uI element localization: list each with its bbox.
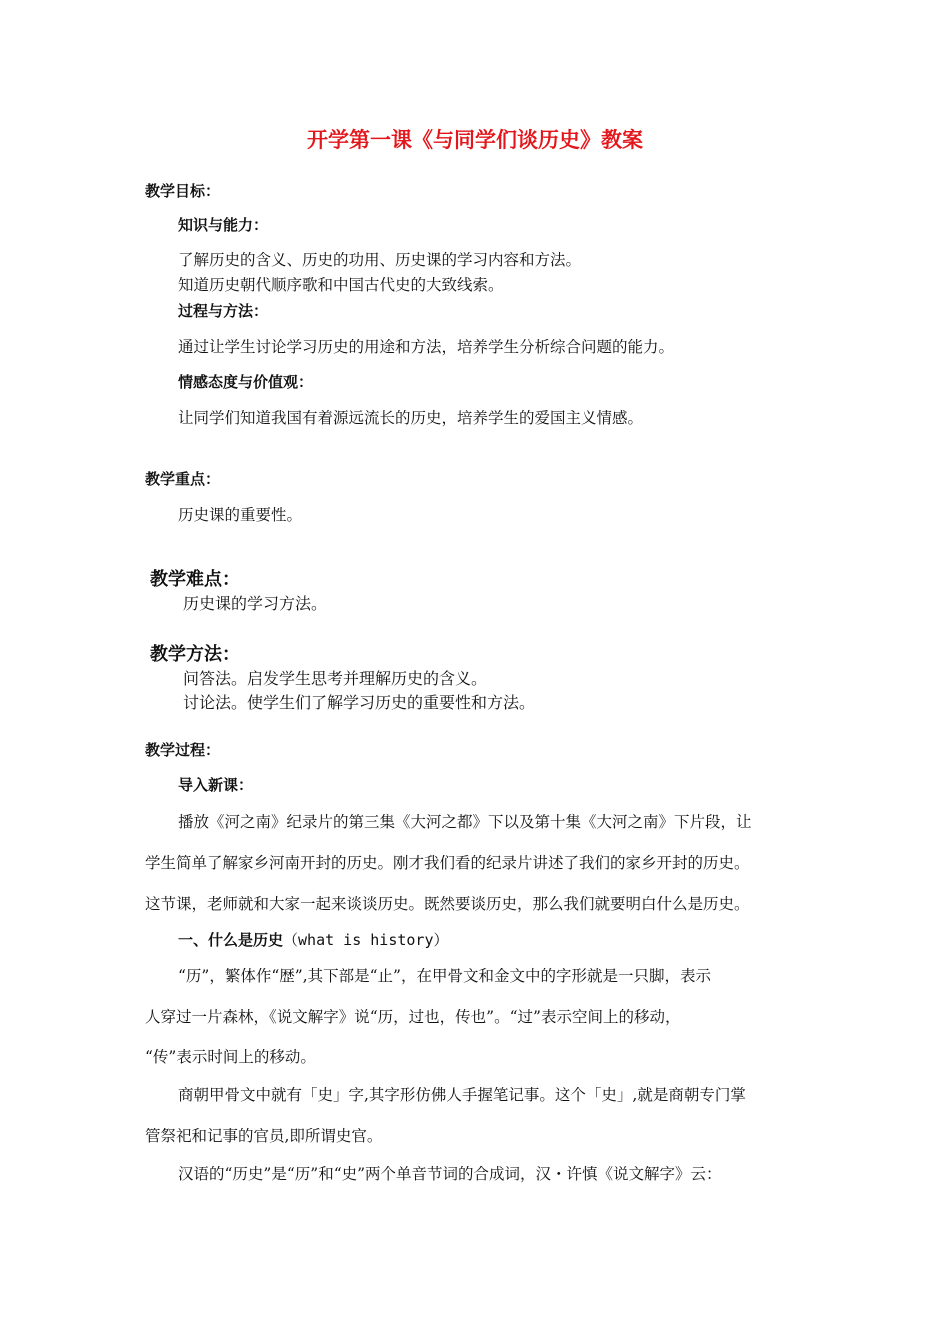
difficulty-line: 历史课的学习方法。 [183, 594, 328, 613]
knowledge-heading: 知识与能力： [178, 216, 269, 234]
process-method-line: 通过让学生讨论学习历史的用途和方法，培养学生分析综合问题的能力。 [178, 338, 675, 356]
method-line: 问答法。启发学生思考并理解历史的含义。 [183, 669, 488, 688]
section1-line: 管祭祀和记事的官员,即所谓史官。 [145, 1127, 383, 1145]
process-heading: 教学过程： [145, 741, 221, 759]
key-point-heading: 教学重点： [145, 470, 221, 488]
document-title: 开学第一课《与同学们谈历史》教案 [307, 128, 643, 152]
section1-heading-text: 一、什么是历史 [178, 931, 284, 949]
method-heading: 教学方法： [150, 644, 240, 665]
section1-line: “历”，繁体作“歴”,其下部是“止”，在甲骨文和金文中的字形就是一只脚，表示 [178, 967, 711, 985]
process-method-heading: 过程与方法： [178, 302, 269, 320]
emotion-line: 让同学们知道我国有着源远流长的历史，培养学生的爱国主义情感。 [178, 409, 644, 427]
section1-heading [178, 929, 448, 950]
section1-line: 商朝甲骨文中就有「史」字,其字形仿佛人手握笔记事。这个「史」,就是商朝专门掌 [178, 1086, 746, 1104]
knowledge-line: 了解历史的含义、历史的功用、历史课的学习内容和方法。 [178, 251, 582, 269]
key-point-line: 历史课的重要性。 [178, 506, 303, 524]
intro-line: 播放《河之南》纪录片的第三集《大河之都》下以及第十集《大河之南》下片段，让 [178, 813, 752, 831]
section1-line: 人穿过一片森林，《说文解字》说“历，过也，传也”。“过”表示空间上的移动， [145, 1008, 681, 1026]
section1-english: （what is history） [283, 931, 449, 949]
difficulty-heading: 教学难点： [150, 569, 240, 590]
emotion-heading: 情感态度与价值观： [178, 373, 314, 391]
section1-line: “传”表示时间上的移动。 [145, 1048, 316, 1066]
knowledge-line: 知道历史朝代顺序歌和中国古代史的大致线索。 [178, 276, 504, 294]
method-line: 讨论法。使学生们了解学习历史的重要性和方法。 [183, 693, 536, 712]
section1-line: 汉语的“历史”是“历”和“史”两个单音节词的合成词，汉・许慎《说文解字》云： [178, 1165, 722, 1183]
intro-heading: 导入新课： [178, 776, 254, 794]
objectives-heading: 教学目标： [145, 182, 221, 200]
intro-line: 学生简单了解家乡河南开封的历史。刚才我们看的纪录片讲述了我们的家乡开封的历史。 [145, 854, 750, 872]
intro-line: 这节课，老师就和大家一起来谈谈历史。既然要谈历史，那么我们就要明白什么是历史。 [145, 895, 750, 913]
